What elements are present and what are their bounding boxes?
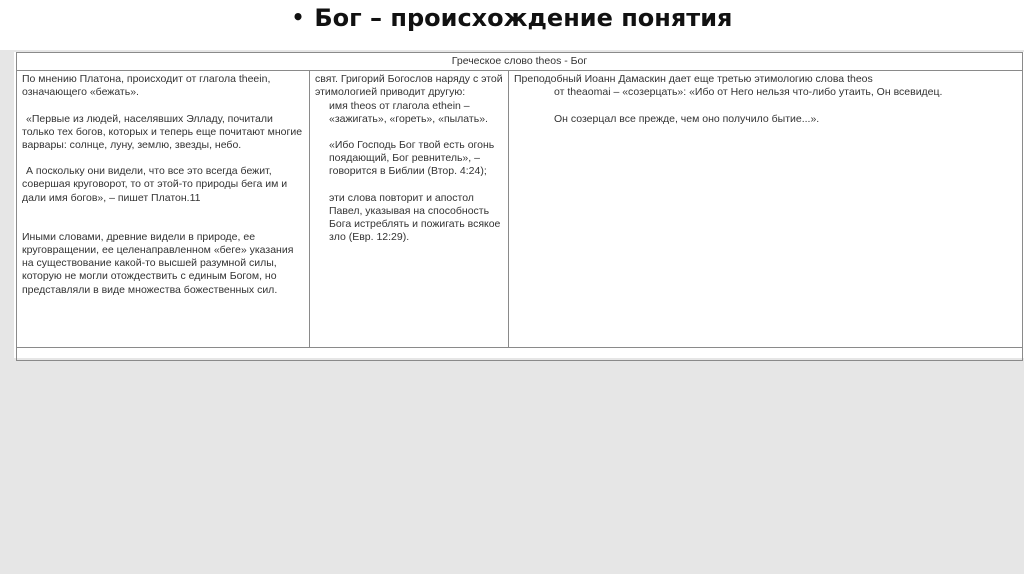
table-footer-cell [17,348,1023,361]
title-band [0,0,1024,50]
gregory-paul-note: эти слова повторит и апостол Павел, указывая на способность Бога истреблять и пожигать всякое зло (Евр. 12:29). [329,191,501,244]
plato-quote-1: «Первые из людей, населявших Элладу, почитали только тех богов, которых и теперь еще почитают многие варвары: солнце, луну, землю, звезды, небо. [22,112,303,152]
plato-quote-2: А поскольку они видели, что все это всегда бежит, совершая круговорот, то от этой-то природы бега им и дали имя богов», – пишет Платон.11 [22,165,288,204]
table-footer-row [17,348,1023,361]
table-header: Греческое слово theos - Бог [17,53,1023,71]
gregory-intro: свят. Григорий Богослов наряду с этой этимологией приводит другую: [315,73,503,99]
document-table-area [14,52,1024,358]
slide-title-text: Бог – происхождение понятия [314,4,733,32]
plato-intro: По мнению Платона, происходит от глагола theein, означающего «бежать». [22,73,271,99]
slide-title [0,4,1024,32]
gregory-bible-quote: «Ибо Господь Бог твой есть огонь поядающий, Бог ревнитель», – говорится в Библии (Втор. 4:24); [329,139,495,178]
plato-column [17,71,310,348]
damascene-intro: Преподобный Иоанн Дамаскин дает еще третью этимологию слова theos [514,73,873,86]
table-row [17,71,1023,348]
damascene-quote: Он созерцал все прежде, чем оно получило бытие...». [554,112,820,125]
plato-explanation: Иными словами, древние видели в природе, ее круговращении, ее целенаправленном «беге» указания на существование какой-то высшей разумной силы, которую не могли отождествить с единым Богом, но представляли в виде множества божественных сил. [22,230,294,296]
bullet-icon: • [291,5,305,29]
damascene-etymology: от theaomai – «созерцать»: «Ибо от Него нельзя что-либо утаить, Он всевидец. [554,86,943,99]
gregory-etymology: имя theos от глагола ethein – «зажигать», «гореть», «пылать». [329,99,488,125]
table-header-row [17,53,1023,71]
gregory-column [310,71,509,348]
damascene-column [509,71,1023,348]
etymology-table [16,52,1023,361]
